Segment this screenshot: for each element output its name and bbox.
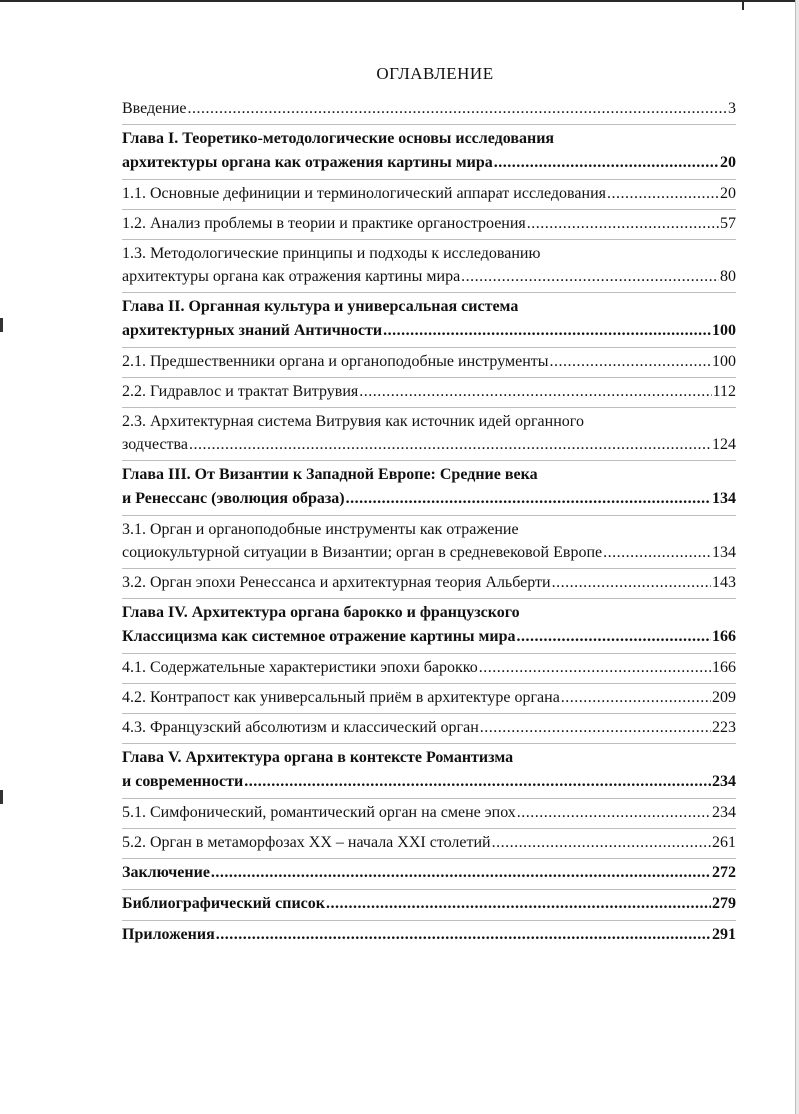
toc-entry-title-line: 5.1. Симфонический, романтический орган на смене эпох (122, 804, 516, 821)
toc-page-number: 234 (712, 773, 736, 790)
toc-entry-title-line: зодчества (122, 436, 188, 453)
toc-entry-title-line: 3.2. Орган эпохи Ренессанса и архитектурная теория Альберти (122, 574, 551, 591)
toc-entry-title-line: 2.2. Гидравлос и трактат Витрувия (122, 383, 359, 400)
scan-margin-tick (0, 318, 3, 332)
table-of-contents (122, 95, 736, 951)
dot-leader (550, 350, 711, 373)
dot-leader (516, 625, 711, 649)
toc-entry-title-line: и современности (122, 773, 244, 790)
toc-entry-title-line: Библиографический список (122, 895, 325, 912)
dot-leader (211, 861, 711, 885)
toc-page-number: 279 (712, 895, 736, 912)
dot-leader (326, 892, 711, 916)
toc-page-number: 112 (712, 383, 736, 400)
dot-leader (492, 831, 711, 854)
toc-page-number: 57 (720, 215, 736, 232)
toc-page-number: 134 (712, 544, 736, 561)
scan-edge-right (795, 0, 799, 1114)
toc-page-number: 166 (712, 659, 736, 676)
toc-section-entry (122, 348, 736, 378)
dot-leader (517, 801, 711, 824)
toc-page-number: 143 (712, 574, 736, 591)
toc-chapter-entry (122, 293, 736, 348)
toc-entry-title-line: Глава II. Органная культура и универсальная система (122, 298, 519, 315)
toc-page-number: 261 (712, 834, 736, 851)
toc-entry-title-line: 1.1. Основные дефиниции и терминологический аппарат исследования (122, 185, 606, 202)
toc-page-number: 134 (712, 490, 736, 507)
dot-leader (189, 433, 711, 456)
toc-page-number: 3 (728, 100, 736, 117)
toc-entry-title-line: социокультурной ситуации в Византии; орган в средневековой Европе (122, 544, 603, 561)
toc-section-entry (122, 180, 736, 210)
dot-leader (479, 656, 711, 679)
toc-entry-title-line: Глава V. Архитектура органа в контексте Романтизма (122, 749, 514, 766)
toc-entry-title-line: 2.1. Предшественники органа и органоподобные инструменты (122, 353, 549, 370)
toc-entry-title-line: Глава IV. Архитектура органа барокко и французского (122, 604, 520, 621)
toc-entry-title-line: 4.3. Французский абсолютизм и классический орган (122, 719, 479, 736)
dot-leader (383, 319, 711, 343)
toc-page-number: 272 (712, 864, 736, 881)
toc-entry-title-line: 2.3. Архитектурная система Витрувия как источник идей органного (122, 413, 584, 430)
toc-section-entry (122, 799, 736, 829)
scan-corner-mark (742, 0, 744, 10)
toc-entry-title-line: 4.2. Контрапост как универсальный приём в архитектуре органа (122, 689, 560, 706)
toc-page-number: 20 (720, 185, 736, 202)
dot-leader (527, 212, 719, 235)
toc-entry-title-line: 3.1. Орган и органоподобные инструменты как отражение (122, 521, 519, 538)
dot-leader (603, 541, 711, 564)
toc-chapter-entry (122, 461, 736, 516)
toc-entry-title-line: Приложения (122, 926, 215, 943)
toc-entry-title-line: архитектуры органа как отражения картины мира (122, 268, 461, 285)
toc-chapter-entry (122, 599, 736, 654)
toc-page-number: 209 (712, 689, 736, 706)
toc-page-number: 166 (712, 628, 736, 645)
scan-edge-top (0, 0, 799, 2)
toc-entry-title-line: архитектуры органа как отражения картины мира (122, 154, 493, 171)
scan-margin-tick (0, 790, 3, 804)
toc-section-entry (122, 240, 736, 293)
dot-leader (188, 97, 728, 120)
toc-entry-title-line: Введение (122, 100, 187, 117)
toc-entry-title-line: архитектурных знаний Античности (122, 322, 383, 339)
toc-section-entry (122, 569, 736, 599)
toc-page-number: 124 (712, 436, 736, 453)
toc-section-entry (122, 654, 736, 684)
toc-section-entry (122, 714, 736, 744)
toc-section-entry (122, 516, 736, 569)
toc-entry-title-line: 4.1. Содержательные характеристики эпохи барокко (122, 659, 478, 676)
toc-page-number: 223 (712, 719, 736, 736)
toc-page-number: 291 (712, 926, 736, 943)
toc-entry-title-line: и Ренессанс (эволюция образа) (122, 490, 345, 507)
dot-leader (461, 265, 719, 288)
toc-entry-title-line: 5.2. Орган в метаморфозах XX – начала XXI столетий (122, 834, 491, 851)
toc-chapter-entry (122, 859, 736, 890)
dot-leader (480, 716, 711, 739)
toc-page-number: 100 (712, 353, 736, 370)
toc-entry-title-line: Классицизма как системное отражение картины мира (122, 628, 516, 645)
toc-section-entry (122, 684, 736, 714)
page-title: ОГЛАВЛЕНИЕ (376, 64, 494, 83)
toc-chapter-entry (122, 890, 736, 921)
dot-leader (346, 487, 711, 511)
dot-leader (494, 151, 719, 175)
dot-leader (244, 770, 711, 794)
toc-page-number: 234 (712, 804, 736, 821)
toc-section-entry (122, 408, 736, 461)
toc-page-number: 80 (720, 268, 736, 285)
toc-section-entry (122, 210, 736, 240)
dot-leader (607, 182, 719, 205)
toc-section-entry (122, 829, 736, 859)
toc-entry-title-line: 1.2. Анализ проблемы в теории и практике органостроения (122, 215, 526, 232)
dot-leader (552, 571, 711, 594)
toc-section-entry (122, 378, 736, 408)
toc-entry-title-line: Заключение (122, 864, 210, 881)
toc-chapter-entry (122, 921, 736, 951)
toc-entry-title-line: Глава III. От Византии к Западной Европе: Средние века (122, 466, 538, 483)
toc-section-entry (122, 95, 736, 125)
toc-page-number: 20 (720, 154, 736, 171)
toc-chapter-entry (122, 125, 736, 180)
toc-entry-title-line: 1.3. Методологические принципы и подходы к исследованию (122, 245, 541, 262)
dot-leader (216, 923, 711, 947)
toc-chapter-entry (122, 744, 736, 799)
dot-leader (561, 686, 711, 709)
toc-page-number: 100 (712, 322, 736, 339)
dot-leader (359, 380, 711, 403)
toc-entry-title-line: Глава I. Теоретико-методологические основы исследования (122, 130, 555, 147)
